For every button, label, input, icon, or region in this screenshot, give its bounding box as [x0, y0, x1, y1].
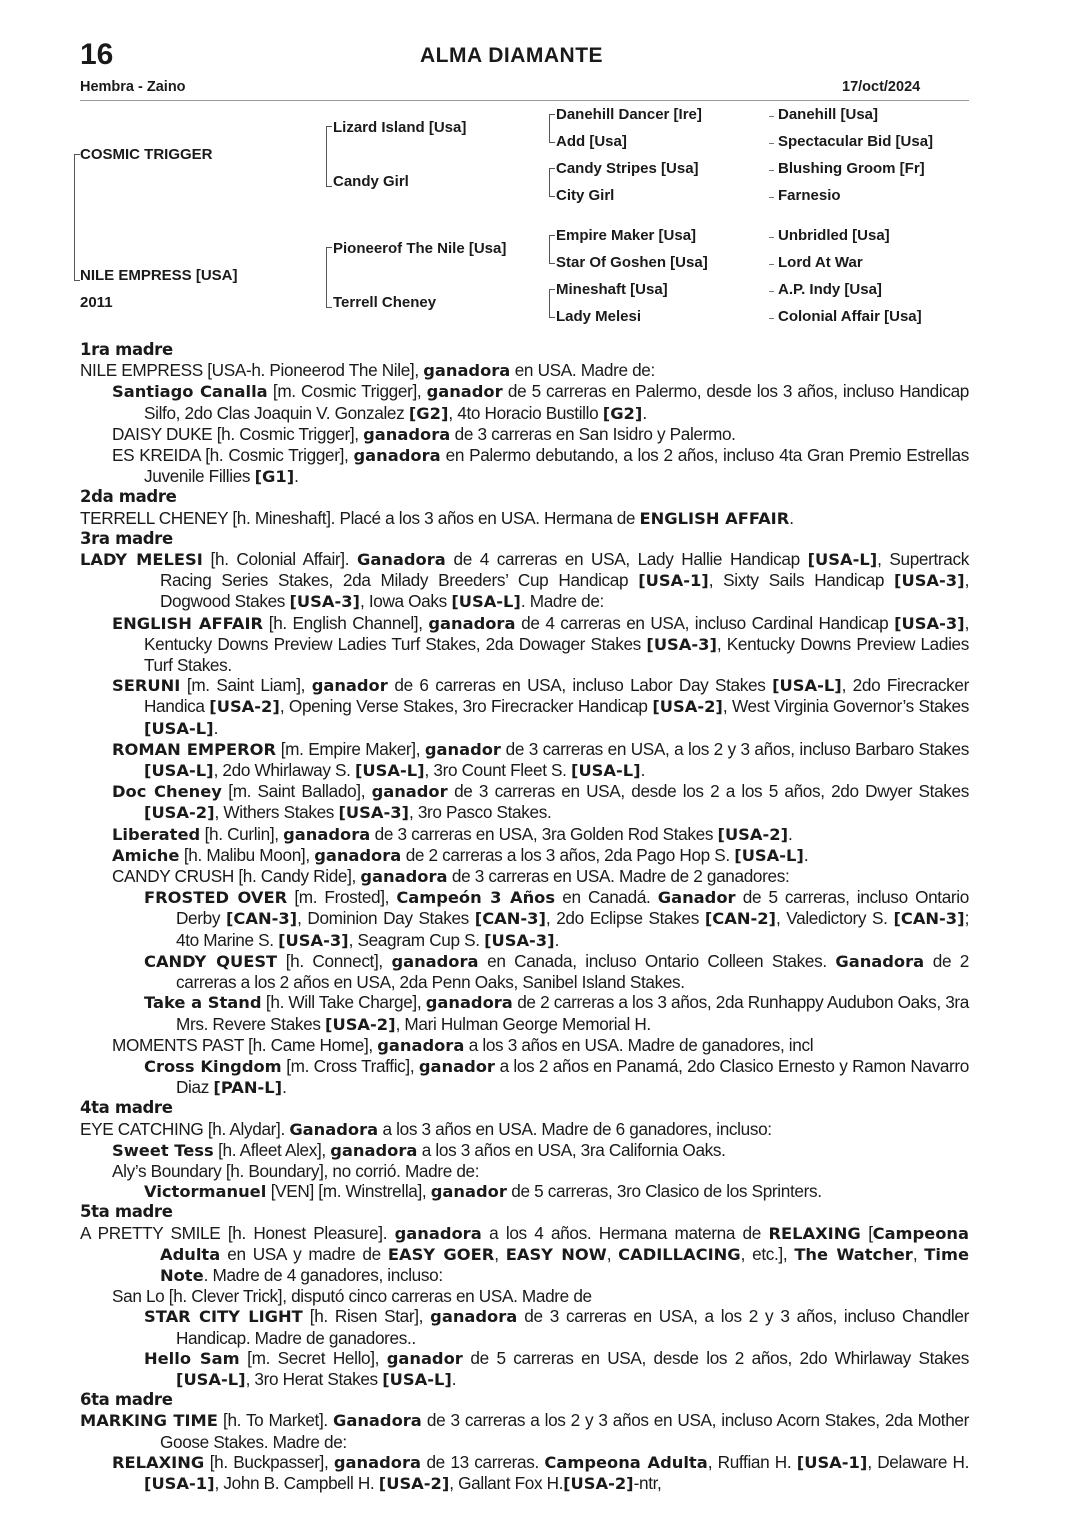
tick-g4-6	[769, 264, 774, 265]
entry-alys-boundary: Aly’s Boundary [h. Boundary], no corrió. Madre de:	[112, 1160, 480, 1181]
bracket-g3b-top	[549, 168, 555, 183]
bracket-g3b-bottom	[549, 182, 555, 197]
pedigree-g3-6: Star Of Goshen [Usa]	[556, 254, 708, 271]
section-heading-4ta-madre: 4ta madre	[80, 1098, 173, 1118]
pedigree-g2-1: Lizard Island [Usa]	[333, 119, 467, 136]
entry-santiago-canalla: Santiago Canalla [m. Cosmic Trigger], ganador de 5 carreras en Palermo, desde los 3 años, incluso Handicap Silfo, 2do Clas Joaquin V. Gonzalez [G2], 4to Horacio Bustillo [G2].	[112, 381, 970, 423]
entry-nile-empress: NILE EMPRESS [USA-h. Pioneerod The Nile], ganadora en USA. Madre de:	[80, 360, 655, 381]
header-divider	[80, 100, 969, 101]
section-heading-5ta-madre: 5ta madre	[80, 1202, 173, 1222]
tick-g4-5	[769, 237, 774, 238]
pedigree-year: 2011	[80, 294, 113, 311]
pedigree-sire: COSMIC TRIGGER	[80, 146, 213, 163]
entry-liberated: Liberated [h. Curlin], ganadora de 3 carreras en USA, 3ra Golden Rod Stakes [USA-2].	[112, 823, 793, 844]
pedigree-g3-3: Candy Stripes [Usa]	[556, 160, 699, 177]
entry-candy-crush: CANDY CRUSH [h. Candy Ride], ganadora de 3 carreras en USA. Madre de 2 ganadores:	[112, 866, 790, 887]
tick-g4-8	[769, 318, 774, 319]
entry-star-city-light: STAR CITY LIGHT [h. Risen Star], ganadora de 3 carreras en USA, a los 2 y 3 años, incluso Chandler Handicap. Madre de ganadores..	[144, 1306, 969, 1348]
tick-g4-4	[769, 197, 774, 198]
pedigree-g4-7: A.P. Indy [Usa]	[778, 281, 882, 298]
tick-g4-7	[769, 291, 774, 292]
section-heading-2da-madre: 2da madre	[80, 487, 177, 507]
entry-moments-past: MOMENTS PAST [h. Came Home], ganadora a los 3 años en USA. Madre de ganadores, incl	[112, 1034, 814, 1055]
pedigree-g3-5: Empire Maker [Usa]	[556, 227, 697, 244]
bracket-gen1-top	[74, 154, 80, 271]
bracket-g2a-top	[326, 126, 332, 157]
entry-relaxing: RELAXING [h. Buckpasser], ganadora de 13 carreras. Campeona Adulta, Ruffian H. [USA-1], Delaware H. [USA-1], John B. Campbell H. [USA-2], Gallant Fox H.[USA-2]-ntr,	[112, 1451, 969, 1493]
tick-g4-2	[769, 143, 774, 144]
entry-es-kreida: ES KREIDA [h. Cosmic Trigger], ganadora en Palermo debutando, a los 2 años, incluso 4ta Gran Premio Estrellas Juvenile Fillies [G1].	[112, 445, 969, 487]
pedigree-g2-4: Terrell Cheney	[333, 294, 437, 311]
sex-coat: Hembra - Zaino	[80, 79, 186, 95]
bracket-g2a-bottom	[326, 156, 332, 187]
tick-g4-3	[769, 170, 774, 171]
entry-candy-quest: CANDY QUEST [h. Connect], ganadora en Canada, incluso Ontario Colleen Stakes. Ganadora de 2 carreras a los 2 años en USA, 2da Penn Oaks, Sanibel Island Stakes.	[144, 950, 969, 993]
bracket-g3c-top	[549, 235, 555, 250]
produce-record	[80, 340, 969, 1494]
entry-roman-emperor: ROMAN EMPEROR [m. Empire Maker], ganador de 3 carreras en USA, a los 2 y 3 años, incluso Barbaro Stakes [USA-L], 2do Whirlaway S. [USA-L], 3ro Count Fleet S. [USA-L].	[112, 738, 969, 781]
bracket-g2b-bottom	[326, 277, 332, 308]
entry-terrell-cheney: TERRELL CHENEY [h. Mineshaft]. Placé a los 3 años en USA. Hermana de ENGLISH AFFAIR.	[80, 507, 794, 528]
entry-doc-cheney: Doc Cheney [m. Saint Ballado], ganador de 3 carreras en USA, desde los 2 a los 5 años, 2do Dwyer Stakes [USA-2], Withers Stakes [USA-3], 3ro Pasco Stakes.	[112, 781, 969, 823]
pedigree-g4-6: Lord At War	[778, 254, 863, 271]
entry-lady-melesi: LADY MELESI [h. Colonial Affair]. Ganadora de 4 carreras en USA, Lady Hallie Handicap [USA-L], Supertrack Racing Series Stakes, 2da Milady Breeders’ Cup Handicap [USA-1], Sixty Sails Handicap [USA-3], Dogwood Stakes [USA-3], Iowa Oaks [USA-L]. Madre de:	[80, 549, 969, 612]
horse-name: ALMA DIAMANTE	[420, 44, 604, 67]
entry-english-affair: ENGLISH AFFAIR [h. English Channel], ganadora de 4 carreras en USA, incluso Cardinal Handicap [USA-3], Kentucky Downs Preview Ladies Turf Stakes, 2da Dowager Stakes [USA-3], Kentucky Downs Preview Ladies Turf Stakes.	[112, 612, 970, 676]
entry-marking-time: MARKING TIME [h. To Market]. Ganadora de 3 carreras a los 2 y 3 años en USA, incluso Acorn Stakes, 2da Mother Goose Stakes. Madre de:	[80, 1410, 969, 1452]
bracket-g3a-bottom	[549, 128, 555, 143]
entry-victormanuel: Victormanuel [VEN] [m. Winstrella], ganador de 5 carreras, 3ro Clasico de los Sprinters.	[144, 1181, 822, 1202]
entry-take-a-stand: Take a Stand [h. Will Take Charge], ganadora de 2 carreras a los 3 años, 2da Runhappy Audubon Oaks, 3ra Mrs. Revere Stakes [USA-2], Mari Hulman George Memorial H.	[144, 992, 969, 1034]
sale-date: 17/oct/2024	[842, 79, 921, 95]
bracket-gen1-bottom	[74, 270, 80, 281]
tick-g4-1	[769, 116, 774, 117]
bracket-g3a-top	[549, 114, 555, 129]
section-heading-3ra-madre: 3ra madre	[80, 528, 173, 548]
pedigree-g4-3: Blushing Groom [Fr]	[778, 160, 925, 177]
entry-san-lo: San Lo [h. Clever Trick], disputó cinco carreras en USA. Madre de	[112, 1286, 592, 1307]
entry-daisy-duke: DAISY DUKE [h. Cosmic Trigger], ganadora de 3 carreras en San Isidro y Palermo.	[112, 423, 736, 444]
entry-frosted-over: FROSTED OVER [m. Frosted], Campeón 3 Años en Canadá. Ganador de 5 carreras, incluso Ontario Derby [CAN-3], Dominion Day Stakes [CAN-3], 2do Eclipse Stakes [CAN-2], Valedictory S. [CAN-3]; 4to Marine S. [USA-3], Seagram Cup S. [USA-3].	[144, 887, 970, 950]
pedigree-g3-1: Danehill Dancer [Ire]	[556, 106, 702, 123]
entry-amiche: Amiche [h. Malibu Moon], ganadora de 2 carreras a los 3 años, 2da Pago Hop S. [USA-L].	[112, 844, 809, 865]
lot-number: 16	[80, 38, 114, 71]
pedigree-g4-1: Danehill [Usa]	[778, 106, 879, 123]
entry-sweet-tess: Sweet Tess [h. Afleet Alex], ganadora a los 3 años en USA, 3ra California Oaks.	[112, 1139, 726, 1160]
pedigree-g2-3: Pioneerof The Nile [Usa]	[333, 240, 507, 257]
entry-a-pretty-smile: A PRETTY SMILE [h. Honest Pleasure]. ganadora a los 4 años. Hermana materna de RELAXING [Campeona Adulta en USA y madre de EASY GOER, EASY NOW, CADILLACING, etc.], The Watcher, Time Note. Madre de 4 ganadores, incluso:	[80, 1222, 969, 1285]
section-heading-6ta-madre: 6ta madre	[80, 1390, 173, 1410]
pedigree-g3-8: Lady Melesi	[556, 308, 642, 325]
pedigree-g4-5: Unbridled [Usa]	[778, 227, 890, 244]
entry-hello-sam: Hello Sam [m. Secret Hello], ganador de 5 carreras en USA, desde los 2 años, 2do Whirlaway Stakes [USA-L], 3ro Herat Stakes [USA-L].	[144, 1347, 969, 1389]
pedigree-g4-4: Farnesio	[778, 187, 841, 204]
entry-eye-catching: EYE CATCHING [h. Alydar]. Ganadora a los 3 años en USA. Madre de 6 ganadores, incluso:	[80, 1118, 772, 1139]
bracket-g3d-bottom	[549, 303, 555, 318]
pedigree-g3-4: City Girl	[556, 187, 615, 204]
pedigree-g2-2: Candy Girl	[333, 173, 409, 190]
entry-seruni: SERUNI [m. Saint Liam], ganador de 6 carreras en USA, incluso Labor Day Stakes [USA-L], 2do Firecracker Handica [USA-2], Opening Verse Stakes, 3ro Firecracker Handicap [USA-2], West Virginia Governor’s Stakes [USA-L].	[112, 675, 970, 738]
pedigree-dam: NILE EMPRESS [USA]	[80, 267, 238, 284]
bracket-g2b-top	[326, 247, 332, 278]
pedigree-g4-2: Spectacular Bid [Usa]	[778, 133, 934, 150]
bracket-g3c-bottom	[549, 249, 555, 264]
entry-cross-kingdom: Cross Kingdom [m. Cross Traffic], ganador a los 2 años en Panamá, 2do Clasico Ernesto y Ramon Navarro Diaz [PAN-L].	[144, 1055, 969, 1098]
bracket-g3d-top	[549, 289, 555, 304]
section-heading-1ra-madre: 1ra madre	[80, 340, 173, 359]
pedigree-g4-8: Colonial Affair [Usa]	[778, 308, 922, 325]
pedigree-g3-2: Add [Usa]	[556, 133, 627, 150]
pedigree-g3-7: Mineshaft [Usa]	[556, 281, 668, 298]
